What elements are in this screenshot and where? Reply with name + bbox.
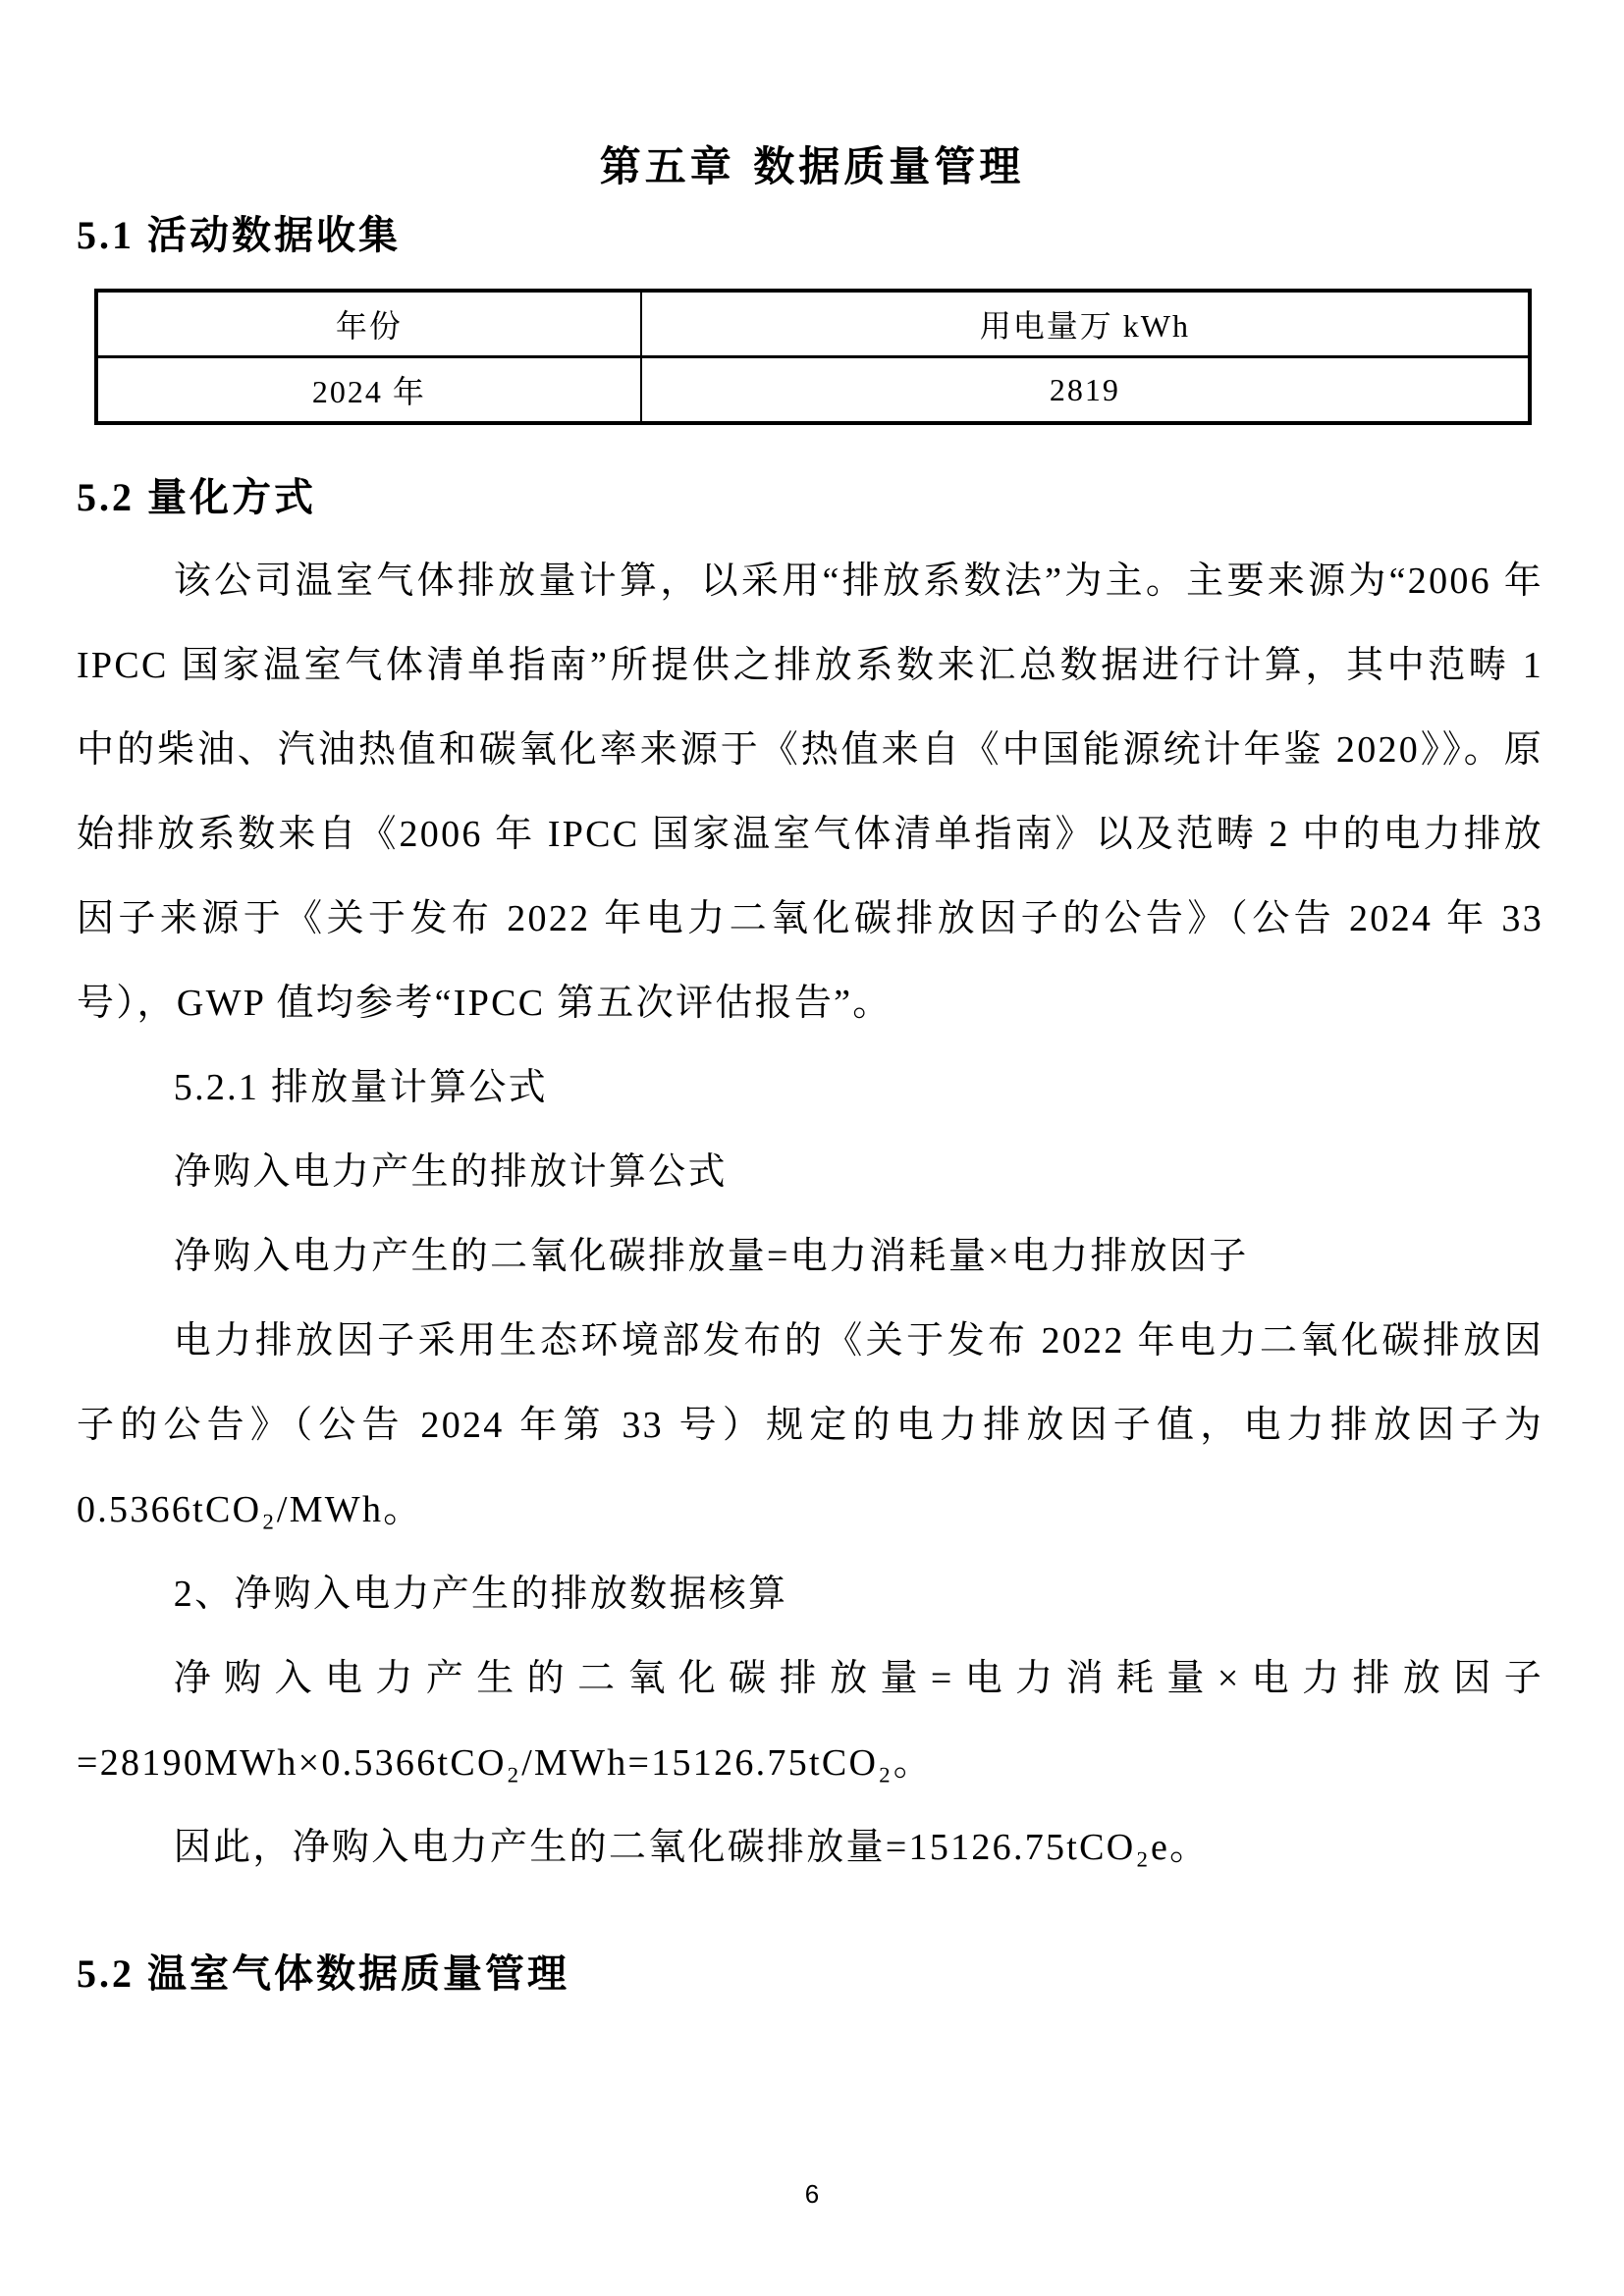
page-number: 6 [804,2179,820,2209]
paragraph-accounting-heading: 2、净购入电力产生的排放数据核算 [173,1574,788,1615]
table-cell-year: 2024 年 [96,357,641,424]
paragraph-emission-calculation: 净购入电力产生的二氧化碳排放量=电力消耗量×电力排放因子=28190MWh×0.5366tCO₂/MWh=15126.75tCO₂。 [77,1658,1543,1784]
activity-data-table [94,289,1532,425]
chapter-title: 第五章 数据质量管理 [599,142,1025,190]
table-header-row [96,291,1530,357]
paragraph-electricity-formula: 净购入电力产生的二氧化碳排放量=电力消耗量×电力排放因子 [173,1236,1249,1277]
table-header-power: 用电量万 kWh [641,291,1530,357]
section-heading-5-2-quantification: 5.2 量化方式 [77,475,316,519]
paragraph-method-overview: 该公司温室气体排放量计算，以采用“排放系数法”为主。主要来源为“2006 年 IPCC 国家温室气体清单指南”所提供之排放系数来汇总数据进行计算，其中范畴 1 中的柴油、汽油热值和碳氧化率来源于《热值来自《中国能源统计年鉴 2020》》。原始排放系数来自《2006 年 IPCC 国家温室气体清单指南》以及范畴 2 中的电力排放因子来源于《关于发布 2022 年电力二氧化碳排放因子的公告》（公告 2024 年 33 号），GWP 值均参考“IPCC 第五次评估报告”。 [77,561,1543,1024]
table-cell-power: 2819 [641,357,1530,424]
quantification-body [0,525,1624,1890]
paragraph-formula-heading: 5.2.1 排放量计算公式 [173,1067,548,1108]
table-row [96,357,1530,424]
paragraph-emission-factor-source: 电力排放因子采用生态环境部发布的《关于发布 2022 年电力二氧化碳排放因子的公告》（公告 2024 年第 33 号）规定的电力排放因子值，电力排放因子为 0.5366tCO₂/MWh。 [77,1320,1543,1530]
table-header-year: 年份 [96,291,641,357]
paragraph-emission-conclusion: 因此，净购入电力产生的二氧化碳排放量=15126.75tCO₂e。 [173,1827,1210,1868]
paragraph-electricity-formula-title: 净购入电力产生的排放计算公式 [173,1151,728,1193]
section-heading-5-1: 5.1 活动数据收集 [77,213,401,257]
section-heading-5-2-quality: 5.2 温室气体数据质量管理 [77,1951,569,1996]
